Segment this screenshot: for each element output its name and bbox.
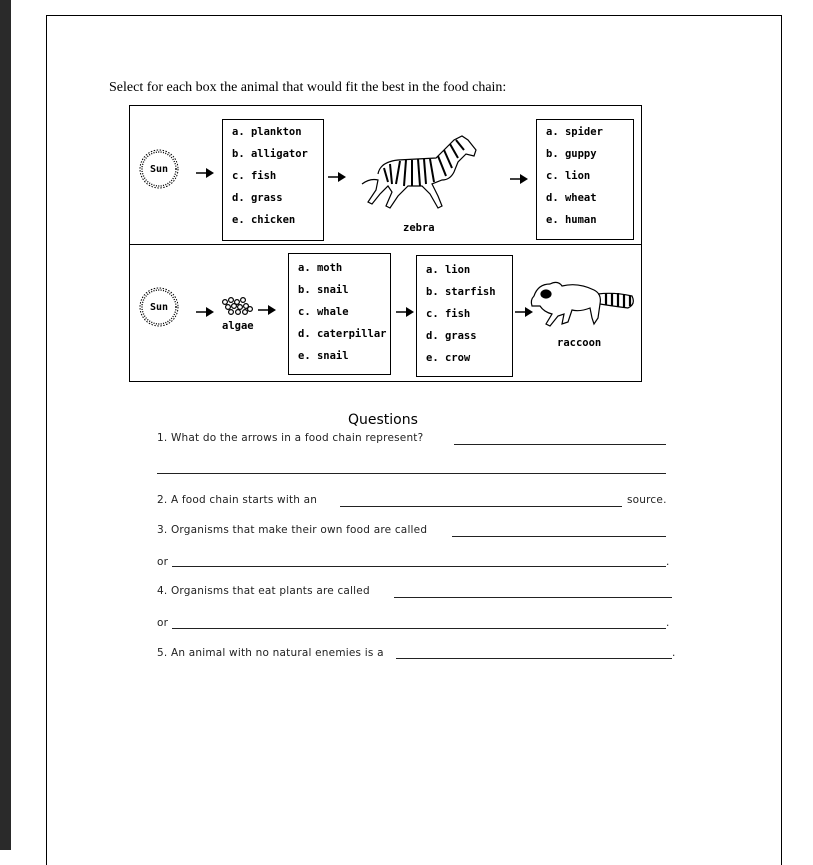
answer-line[interactable]	[452, 536, 666, 537]
arrow-icon	[258, 305, 276, 315]
instruction-text: Select for each box the animal that would fit the best in the food chain:	[109, 80, 507, 95]
option-item[interactable]: d. wheat	[546, 192, 597, 204]
option-item[interactable]: e. human	[546, 214, 597, 226]
or-label: or	[157, 617, 169, 629]
option-item[interactable]: a. spider	[546, 126, 603, 138]
option-item[interactable]: b. alligator	[232, 148, 308, 160]
algae-icon	[221, 296, 255, 318]
option-item[interactable]: b. snail	[298, 284, 349, 296]
answer-line[interactable]	[172, 628, 666, 629]
period-mark: .	[666, 556, 670, 568]
option-item[interactable]: e. crow	[426, 352, 471, 364]
option-item[interactable]: c. fish	[232, 170, 277, 182]
questions-title: Questions	[348, 412, 418, 428]
question-3: 3. Organisms that make their own food are called	[157, 524, 428, 536]
answer-line[interactable]	[396, 658, 672, 659]
option-item[interactable]: a. lion	[426, 264, 471, 276]
window-edge	[0, 0, 11, 850]
answer-line[interactable]	[340, 506, 622, 507]
raccoon-label: raccoon	[557, 337, 602, 349]
choice-box-2[interactable]	[536, 119, 634, 240]
answer-line[interactable]	[157, 473, 666, 474]
period-mark: .	[672, 647, 676, 659]
period-mark: .	[666, 617, 670, 629]
option-item[interactable]: a. plankton	[232, 126, 302, 138]
sun-label: Sun	[149, 163, 169, 175]
arrow-icon	[328, 172, 346, 182]
sun-label: Sun	[149, 301, 169, 313]
option-item[interactable]: b. guppy	[546, 148, 597, 160]
arrow-icon	[196, 307, 214, 317]
question-1: 1. What do the arrows in a food chain represent?	[157, 432, 424, 444]
option-item[interactable]: c. fish	[426, 308, 471, 320]
option-item[interactable]: a. moth	[298, 262, 343, 274]
question-5: 5. An animal with no natural enemies is a	[157, 647, 384, 659]
zebra-icon	[358, 132, 482, 212]
arrow-icon	[396, 307, 414, 317]
arrow-icon	[510, 174, 528, 184]
arrow-icon	[196, 168, 214, 178]
option-item[interactable]: e. chicken	[232, 214, 296, 226]
question-2: 2. A food chain starts with an	[157, 494, 318, 506]
choice-box-1[interactable]	[222, 119, 324, 241]
zebra-label: zebra	[403, 222, 435, 234]
option-item[interactable]: e. snail	[298, 350, 349, 362]
sun-icon	[138, 286, 180, 328]
choice-box-3[interactable]	[288, 253, 391, 375]
answer-line[interactable]	[172, 566, 666, 567]
divider	[130, 244, 641, 245]
algae-label: algae	[222, 320, 254, 332]
food-chain-diagram	[129, 105, 642, 382]
question-2-suffix: source.	[627, 494, 667, 506]
option-item[interactable]: c. whale	[298, 306, 349, 318]
option-item[interactable]: d. caterpillar	[298, 328, 387, 340]
choice-box-4[interactable]	[416, 255, 513, 377]
option-item[interactable]: d. grass	[426, 330, 477, 342]
answer-line[interactable]	[454, 444, 666, 445]
or-label: or	[157, 556, 169, 568]
question-4: 4. Organisms that eat plants are called	[157, 585, 370, 597]
option-item[interactable]: d. grass	[232, 192, 283, 204]
answer-line[interactable]	[394, 597, 672, 598]
raccoon-icon	[528, 276, 640, 332]
option-item[interactable]: c. lion	[546, 170, 591, 182]
option-item[interactable]: b. starfish	[426, 286, 496, 298]
sun-icon	[138, 148, 180, 190]
